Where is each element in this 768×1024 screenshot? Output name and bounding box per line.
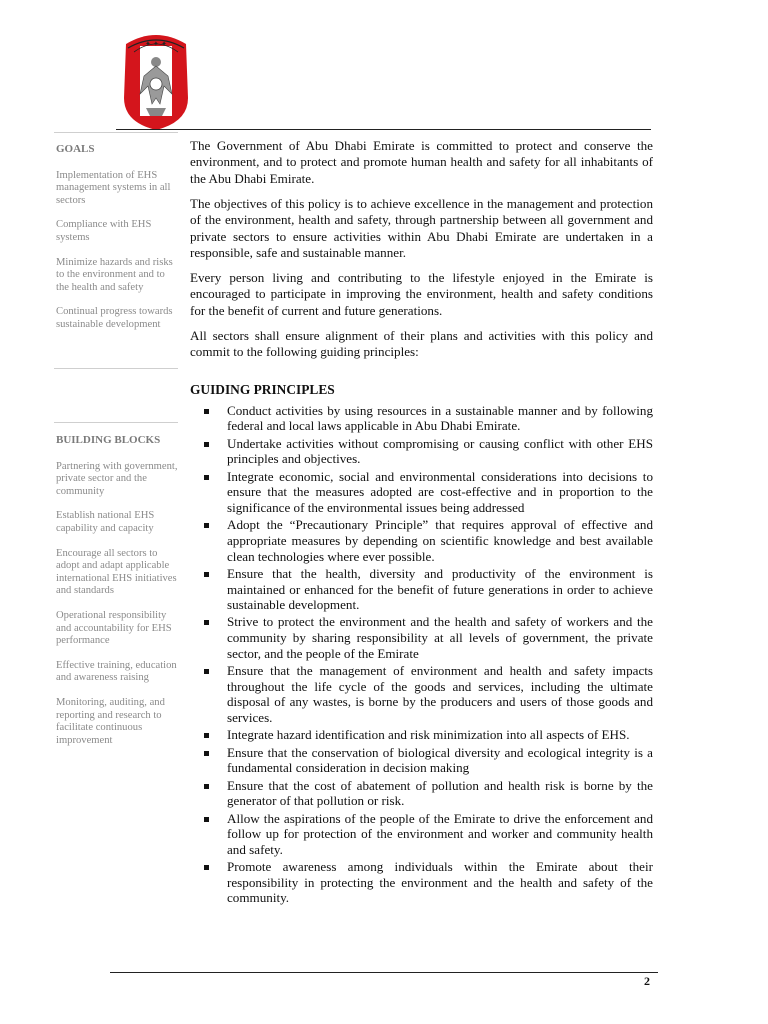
principle-item: Conduct activities by using resources in a sustainable manner and by following federal and local laws applicable in Abu Dhabi Emirate. — [190, 403, 653, 434]
building-block-item: Partnering with government, private sector and the community — [56, 460, 178, 497]
goal-item: Implementation of EHS management systems in all sectors — [56, 169, 171, 206]
page-number: 2 — [644, 974, 650, 988]
building-block-item: Monitoring, auditing, and reporting and research to facilitate continuous improvement — [56, 696, 165, 746]
principle-item: Undertake activities without compromising or causing conflict with other EHS principles and objectives. — [190, 436, 653, 467]
svg-text:✦ ✦ ✦: ✦ ✦ ✦ — [144, 40, 168, 48]
principle-item: Integrate hazard identification and risk minimization into all aspects of EHS. — [190, 727, 653, 743]
building-block-item: Establish national EHS capability and capacity — [56, 510, 155, 534]
principle-item: Ensure that the health, diversity and productivity of the environment is maintained or enhanced for the benefit of future generations in order to achieve sustainable development. — [190, 566, 653, 613]
principle-item: Strive to protect the environment and the health and safety of workers and the community by sharing responsibility at all levels of government, the private sector, and the people of the Emirate — [190, 614, 653, 661]
intro-paragraph: The Government of Abu Dhabi Emirate is committed to protect and conserve the environment, and to protect and promote human health and safety for all inhabitants of the Abu Dhabi Emirate. — [190, 138, 653, 186]
principles-list — [190, 403, 653, 906]
sidebar-divider — [54, 132, 178, 133]
principle-item: Ensure that the management of environment and health and safety impacts throughout the life cycle of the goods and services, including the ultimate disposal of any wastes, is borne by the producers and users of those goods and services. — [190, 663, 653, 725]
building-block-item: Encourage all sectors to adopt and adapt applicable international EHS initiatives and standards — [56, 547, 177, 597]
building-block-item: Effective training, education and awareness raising — [56, 659, 177, 684]
building-block-item: Operational responsibility and accountability for EHS performance — [56, 609, 172, 647]
header-divider — [116, 129, 651, 130]
principle-item: Adopt the “Precautionary Principle” that requires approval of effective and appropriate measures by depending on scientific knowledge and best available clean technologies where ever possible. — [190, 517, 653, 564]
goal-item: Compliance with EHS systems — [56, 219, 152, 243]
principle-item: Ensure that the conservation of biological diversity and ecological integrity is a fundamental consideration in decision making — [190, 745, 653, 776]
policy-body — [190, 138, 653, 908]
footer-divider — [110, 972, 658, 973]
goal-item: Continual progress towards sustainable development — [56, 306, 173, 330]
participation-paragraph: Every person living and contributing to the lifestyle enjoyed in the Emirate is encouraged to participate in improving the environment, health and safety conditions for the benefit of current and future generations. — [190, 269, 653, 318]
building-blocks-sidebar — [56, 434, 180, 759]
guiding-principles-heading: GUIDING PRINCIPLES — [190, 382, 335, 398]
abu-dhabi-emblem-icon — [118, 28, 194, 132]
sidebar-divider — [54, 422, 178, 423]
goal-item: Minimize hazards and risks to the environment and to the health and safety — [56, 256, 173, 293]
alignment-paragraph: All sectors shall ensure alignment of their plans and activities with this policy and commit to the following guiding principles: — [190, 327, 653, 359]
sidebar-divider — [54, 368, 178, 369]
objectives-paragraph: The objectives of this policy is to achieve excellence in the management and protection of the environment, health and safety, through partnership between all government and private sectors to ensure activities within Abu Dhabi Emirate are undertaken in a responsible, safe and sustainable manner. — [190, 195, 653, 260]
principle-item: Integrate economic, social and environmental considerations into decisions to ensure that the measures adopted are cost-effective and in proportion to the significance of the environmental issues being addressed — [190, 469, 653, 516]
principle-item: Promote awareness among individuals within the Emirate about their responsibility in protecting the environment and the health and safety of the community. — [190, 859, 653, 906]
principle-item: Ensure that the cost of abatement of pollution and health risk is borne by the generator of that pollution or risk. — [190, 778, 653, 809]
principle-item: Allow the aspirations of the people of the Emirate to drive the enforcement and follow up for protection of the environment and worker and community health and safety. — [190, 811, 653, 858]
building-blocks-heading: BUILDING BLOCKS — [56, 434, 161, 446]
goals-heading: GOALS — [56, 143, 95, 155]
goals-sidebar — [56, 143, 180, 344]
